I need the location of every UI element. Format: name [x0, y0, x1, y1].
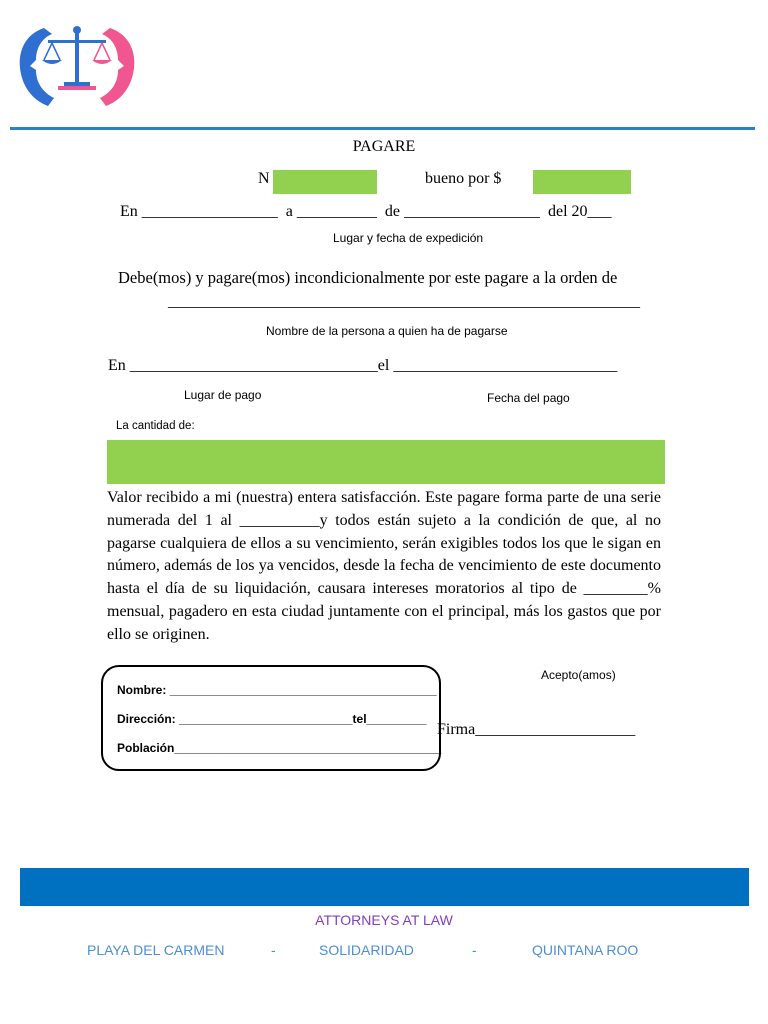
debtor-city-field[interactable]: Población________________________________________ [117, 741, 442, 755]
document-title: PAGARE [352, 138, 416, 155]
justice-scales-logo-icon [14, 20, 140, 110]
amount-words-label: La cantidad de: [116, 420, 195, 432]
signature-line[interactable]: Firma____________________ [437, 721, 636, 738]
location-solidaridad: SOLIDARIDAD [319, 942, 414, 958]
location-separator: - [472, 942, 477, 958]
number-label: N [258, 170, 270, 187]
location-quintana-roo: QUINTANA ROO [532, 942, 639, 958]
payment-date-caption: Fecha del pago [487, 391, 570, 405]
terms-paragraph: Valor recibido a mi (nuestra) entera satisfacción. Este pagare forma parte de una serie numerada del 1 al __________y todos están sujeto a la condición de que, al no pagarse cualquiera de ellos a su vencimiento, serán exigibles todos los que le sigan en número, además de los ya vencidos, desde la fecha de vencimiento de este documento hasta el día de su liquidación, causara intereses moratorios al tipo de ________% mensual, pagadero en esta ciudad juntamente con el principal, más los gastos que por ello se originen. [107, 489, 661, 643]
payee-line: ___________________________________________________________ [168, 293, 640, 310]
debtor-info-box [101, 665, 441, 771]
issue-date-line: En _________________ a __________ de _________________ del 20___ [120, 203, 612, 220]
location-playa: PLAYA DEL CARMEN [87, 942, 225, 958]
attorneys-label: ATTORNEYS AT LAW [315, 912, 453, 928]
promise-text: Debe(mos) y pagare(mos) incondicionalmente por este pagare a la orden de [118, 268, 618, 287]
number-field[interactable] [273, 170, 377, 194]
location-separator: - [271, 942, 276, 958]
payment-line: En _______________________________el ____________________________ [108, 357, 618, 374]
amount-words-field[interactable] [107, 440, 665, 484]
debtor-address-field[interactable]: Dirección: __________________________tel_________ [117, 712, 427, 726]
payment-place-caption: Lugar de pago [184, 388, 262, 402]
amount-field[interactable] [533, 170, 631, 194]
header-rule [10, 127, 755, 130]
accept-label: Acepto(amos) [541, 668, 616, 682]
bueno-por-label: bueno por $ [425, 170, 502, 187]
footer-band [20, 868, 749, 906]
issue-date-caption: Lugar y fecha de expedición [333, 231, 484, 245]
payee-caption: Nombre de la persona a quien ha de pagarse [266, 324, 508, 338]
debtor-name-field[interactable]: Nombre: ________________________________________ [117, 683, 437, 697]
